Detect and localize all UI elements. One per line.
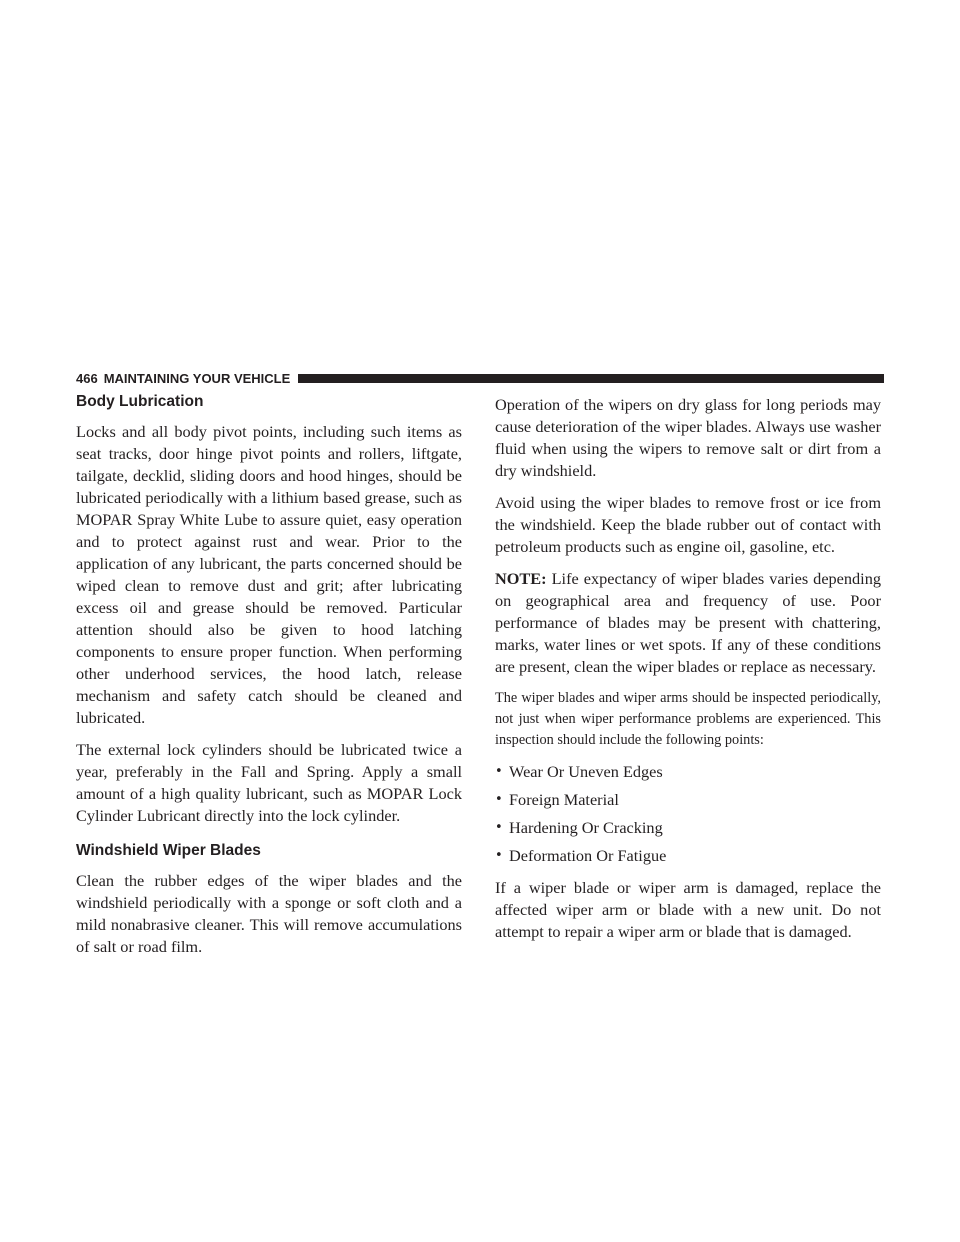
wiper-frost-paragraph: Avoid using the wiper blades to remove frost or ice from the windshield. Keep the blade rubber out of contact with petroleum products such as engine oil, gasoline, etc. bbox=[495, 493, 881, 556]
body-lubrication-paragraph-2: The external lock cylinders should be lubricated twice a year, preferably in the Fall and Spring. Apply a small amount of a high quality lubricant, such as MOPAR Lock Cylinder Lubricant directly into the lock cylinder. bbox=[76, 740, 462, 825]
list-item-text: Foreign Material bbox=[509, 790, 619, 809]
bullet-icon: • bbox=[495, 792, 503, 807]
body-lubrication-heading: Body Lubrication bbox=[76, 393, 204, 410]
note-paragraph bbox=[495, 568, 881, 678]
list-item bbox=[495, 845, 881, 867]
wiper-operation-paragraph: Operation of the wipers on dry glass for long periods may cause deterioration of the wiper blades. Always use washer fluid when using the wipers to remove salt or dirt from a dry windshield. bbox=[495, 395, 881, 480]
list-item-text: Hardening Or Cracking bbox=[509, 818, 663, 837]
wiper-blades-paragraph-1: Clean the rubber edges of the wiper blades and the windshield periodically with a sponge or soft cloth and a mild nonabrasive cleaner. This will remove accumulations of salt or road film. bbox=[76, 871, 462, 956]
damaged-wiper-paragraph: If a wiper blade or wiper arm is damaged, replace the affected wiper arm or blade with a new unit. Do not attempt to repair a wiper arm or blade that is damaged. bbox=[495, 878, 881, 941]
bullet-icon: • bbox=[495, 764, 503, 779]
page-header bbox=[76, 369, 884, 387]
section-title: MAINTAINING YOUR VEHICLE bbox=[103, 370, 291, 386]
inspection-points-list bbox=[495, 761, 881, 867]
list-item bbox=[495, 761, 881, 783]
left-column bbox=[76, 392, 462, 968]
header-rule bbox=[298, 374, 884, 383]
bullet-icon: • bbox=[495, 820, 503, 835]
right-column bbox=[495, 394, 881, 953]
list-item bbox=[495, 789, 881, 811]
bullet-icon: • bbox=[495, 848, 503, 863]
wiper-blades-heading: Windshield Wiper Blades bbox=[76, 842, 261, 859]
inspection-paragraph: The wiper blades and wiper arms should be inspected periodically, not just when wiper performance problems are experienced. This inspection should include the following points: bbox=[495, 690, 881, 748]
list-item-text: Wear Or Uneven Edges bbox=[509, 762, 663, 781]
list-item-text: Deformation Or Fatigue bbox=[509, 846, 667, 865]
body-lubrication-paragraph-1: Locks and all body pivot points, including such items as seat tracks, door hinge pivot points and rollers, liftgate, tailgate, decklid, sliding doors and hood hinges, should be lubricated periodically with a lithium based grease, such as MOPAR Spray White Lube to assure quiet, easy operation and to protect against rust and wear. Prior to the application of any lubricant, the parts concerned should be wiped clean to remove dust and grit; after lubricating excess oil and grease should be removed. Particular attention should also be given to hood latching components to ensure proper function. When performing other underhood services, the hood latch, release mechanism and safety catch should be cleaned and lubricated. bbox=[76, 422, 462, 727]
page-number: 466 bbox=[76, 370, 98, 386]
note-label: NOTE: bbox=[495, 569, 547, 588]
list-item bbox=[495, 817, 881, 839]
note-text: Life expectancy of wiper blades varies depending on geographical area and frequency of use. Poor performance of blades may be present with chattering, marks, water lines or wet spots. If any of these conditions are present, clean the wiper blades or replace as necessary. bbox=[495, 569, 881, 676]
